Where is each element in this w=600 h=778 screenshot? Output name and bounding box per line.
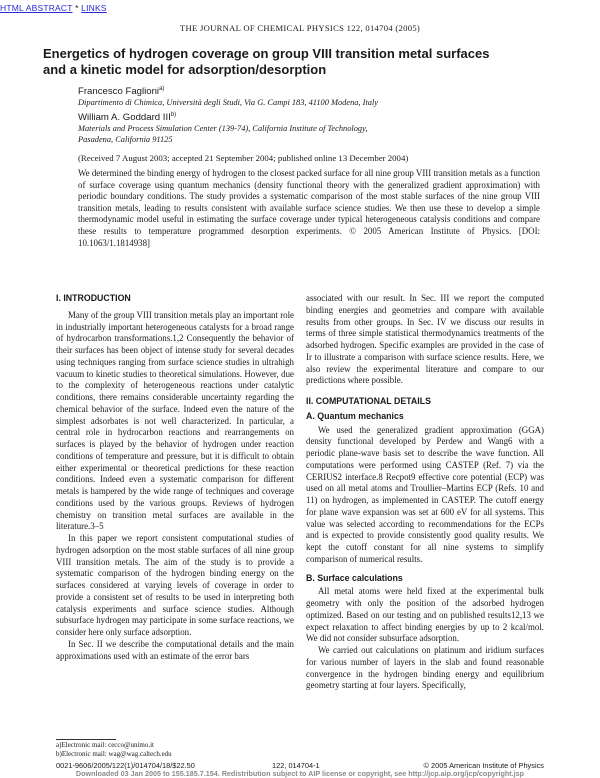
intro-paragraph-3: In Sec. II we describe the computational details and the main approximations used with an estimate of the error bars [56, 638, 294, 661]
intro-paragraph-2: In this paper we report consistent computational studies of hydrogen adsorption on the most stable surfaces of all nine group VIII transition metals. The aim of the study is to provide a systematic comparison of the hydrogen binding energy on the surfaces considered at varying levels of coverage in order to provide a consistent set of results to be used in interpreting both catalysis experiments and surface science studies. Although subsurface hydrogen may participate in some surface reactions, we consider here only surface adsorption. [56, 533, 294, 637]
footnote-1: a)Electronic mail: cecco@unimo.it [56, 741, 154, 749]
author-2-affiliation-line-2: Pasadena, California 91125 [78, 134, 173, 144]
section-heading-computational: II. COMPUTATIONAL DETAILS [306, 396, 431, 406]
title-line-2: and a kinetic model for adsorption/desorption [43, 62, 327, 77]
surface-paragraph-1: All metal atoms were held fixed at the experimental bulk geometry with only the position of the adsorbed hydrogen optimized. Based on our testing and on published results12,13 we expect relaxation to affect binding energies by up to 2 kcal/mol. We did not consider subsurface adsorption. [306, 586, 544, 644]
link-separator: * [72, 3, 82, 13]
html-abstract-link[interactable]: HTML ABSTRACT [0, 3, 73, 13]
footer-copyright: © 2005 American Institute of Physics [423, 761, 544, 770]
received-dates: (Received 7 August 2003; accepted 21 September 2004; published online 13 December 2004) [78, 153, 409, 163]
intro-paragraph-continued: associated with our result. In Sec. III we report the computed binding energies and geometries and compare with available results from other groups. In Sec. IV we discuss our results in terms of three simple statistical thermodynamics treatments of the adsorbed hydrogen. Specific examples are provided in the case of Ir to illustrate a comparison with surface science results. Here, we also review the experimental literature and compare to our predictions where possible. [306, 293, 544, 386]
footer-page: 122, 014704-1 [272, 761, 320, 770]
quantum-paragraph: We used the generalized gradient approximation (GGA) density functional developed by Perdew and Wang6 with a periodic plane-wave basis set to describe the wave function. All computations were performed using CASTEP (Ref. 7) via the CERIUS2 interface.8 Recpot9 effective core potential (ECP) was used on all metal atoms and Troullier–Martins ECP (Refs. 10 and 11) on hydrogen, as implemented in CASTEP. The cutoff energy for plane wave expansion was set at 600 eV for all systems. This value was selected according to recommendations for the ECPs and is expected to provide consistently good quality results. We kept the cutoff constant for all nine systems to simplify comparison of numerical results. [306, 424, 544, 564]
footnote-rule [56, 739, 116, 740]
paper-title [43, 46, 563, 78]
footnote-2: b)Electronic mail: wag@wag.caltech.edu [56, 749, 172, 758]
subsection-heading-surface: B. Surface calculations [306, 572, 403, 583]
footer-issn: 0021-9606/2005/122(1)/014704/18/$22.50 [56, 761, 195, 770]
author-1-mark: a) [159, 86, 165, 92]
right-column [306, 293, 544, 692]
author-2 [78, 112, 176, 123]
surface-paragraph-2: We carried out calculations on platinum and iridium surfaces for various number of layers in the slab and found reasonable convergence in the hydrogen binding energy and equilibrium geometry starting at four layers. Specifically, [306, 645, 544, 691]
subsection-heading-quantum: A. Quantum mechanics [306, 410, 404, 421]
journal-header: THE JOURNAL OF CHEMICAL PHYSICS 122, 014704 (2005) [179, 23, 421, 33]
footnotes [56, 741, 172, 758]
author-1-name: Francesco Faglioni [78, 86, 160, 98]
author-2-mark: b) [170, 112, 177, 118]
author-1-affiliation: Dipartimento di Chimica, Università degli Studi, Via G. Campi 183, 41100 Modena, Italy [78, 98, 378, 107]
download-notice: Downloaded 03 Jan 2005 to 155.185.7.154. Redistribution subject to AIP license or copyright, see http://jcp.aip.org/jcp/copyright.jsp [75, 769, 525, 778]
author-2-name: William A. Goddard III [78, 112, 171, 124]
author-2-affiliation-line-1: Materials and Process Simulation Center (139-74), California Institute of Technology, [78, 124, 368, 133]
top-link-bar [0, 3, 107, 13]
author-1 [78, 86, 164, 97]
section-heading-introduction: I. INTRODUCTION [56, 293, 131, 303]
title-line-1: Energetics of hydrogen coverage on group VIII transition metal surfaces [43, 46, 490, 61]
left-column [56, 293, 294, 662]
intro-paragraph-1: Many of the group VIII transition metals play an important role in industrially important heterogeneous catalysts for a broad range of hydrocarbon transformations.1,2 Consequently the behavior of their surfaces has been object of intense study for several decades using techniques ranging from surface science studies in ultrahigh vacuum to kinetic studies to theoretical simulations. However, due to the complexity of heterogeneous reactions under catalytic conditions, there remains considerable uncertainty regarding the chemical behavior of the surface. Indeed even the nature of the simplest adsorbates is not well characterized. In particular, a central role in hydrocarbon reactions and rearrangements on surfaces is played by the behavior of hydrogen under reaction conditions of temperature and pressure, but it is difficult to obtain either experimental or theoretical predictions for these reaction conditions. Indeed even a systematic comparison for different metals is hampered by the wide range of techniques and coverage conditions used by the various groups. Reviews of hydrogen chemistry on transition metal surfaces are available in the literature.3–5 [56, 309, 294, 532]
links-link[interactable]: LINKS [81, 3, 107, 13]
author-2-affiliation [78, 124, 528, 145]
abstract: We determined the binding energy of hydrogen to the closest packed surface for all nine group VIII transition metals as a function of surface coverage using quantum mechanics (density functional theory with the generalized gradient approximation) with periodic boundary conditions. The study provides a systematic comparison of the most stable surfaces of the nine group VIII transition metals, leading to results consistent with available surface science studies. We then use these to develop a simple thermodynamic model useful in estimating the surface coverage under typical heterogeneous catalysis conditions and compare these results to temperature programmed desorption experiments. © 2005 American Institute of Physics. [DOI: 10.1063/1.1814938] [78, 168, 540, 248]
